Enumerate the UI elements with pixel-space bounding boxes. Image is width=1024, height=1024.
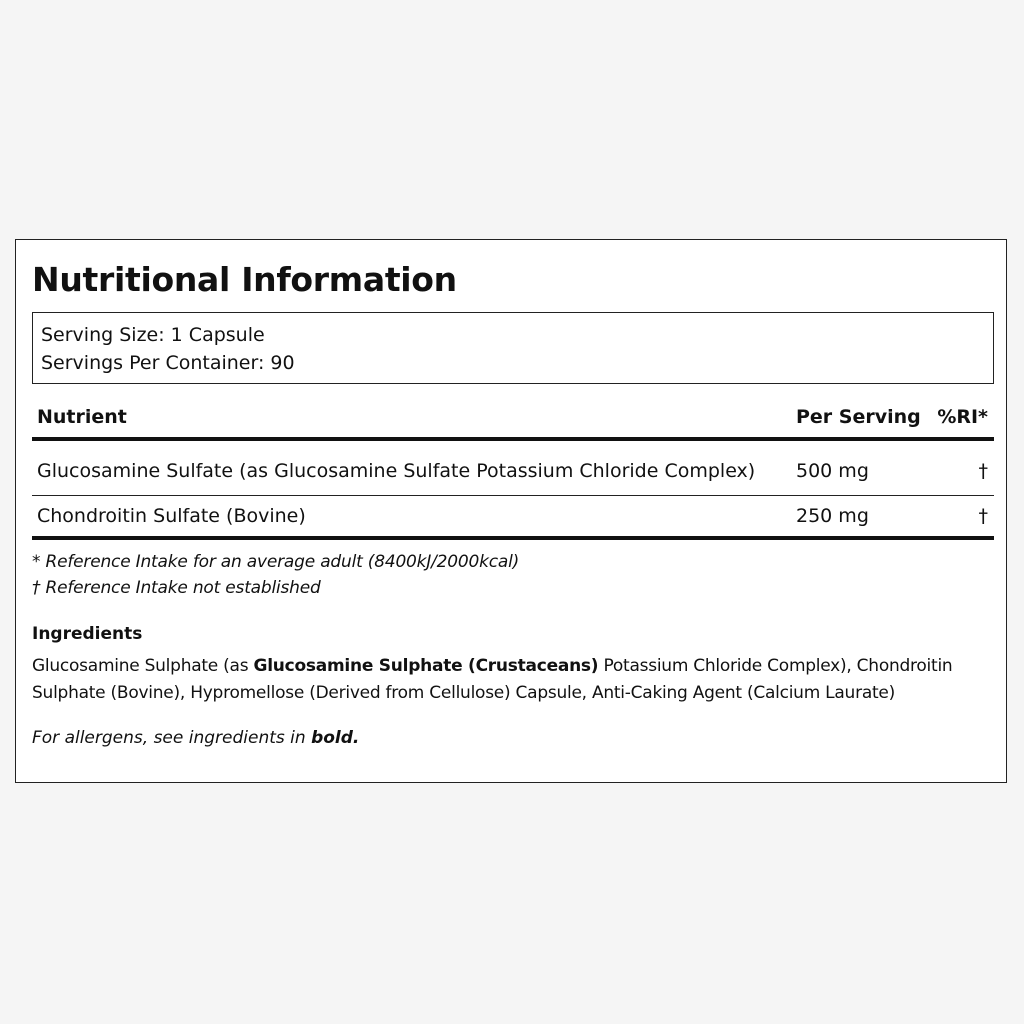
column-header-nutrient: Nutrient — [32, 396, 796, 439]
table-header-row — [32, 396, 994, 439]
nutrient-table — [32, 396, 994, 540]
nutrient-ri: † — [920, 496, 994, 539]
nutrient-name: Chondroitin Sulfate (Bovine) — [32, 496, 796, 539]
footnote-reference-intake: * Reference Intake for an average adult (8400kJ/2000kcal) — [32, 552, 520, 572]
ingredients-text-start: Glucosamine Sulphate (as — [32, 656, 254, 676]
nutrition-panel — [15, 239, 1007, 783]
ingredients-heading: Ingredients — [32, 624, 143, 644]
nutrient-ri: † — [920, 439, 994, 496]
panel-title: Nutritional Information — [32, 260, 457, 299]
allergen-ingredient: Glucosamine Sulphate (Crustaceans) — [253, 656, 599, 676]
nutrient-amount: 500 mg — [796, 439, 920, 496]
ingredients-text-rest: Potassium Chloride Complex), Chondroitin Sulphate (Bovine), Hypromellose (Derived from Cellulose) Capsule, Anti-Caking Agent (Calcium Laurate) — [32, 656, 953, 703]
footnote-not-established: † Reference Intake not established — [32, 578, 321, 598]
nutrient-amount: 250 mg — [796, 496, 920, 539]
table-row — [32, 439, 994, 496]
ingredients-text — [32, 653, 998, 707]
table-row — [32, 496, 994, 539]
column-header-per-serving: Per Serving — [796, 396, 920, 439]
nutrient-name: Glucosamine Sulfate (as Glucosamine Sulfate Potassium Chloride Complex) — [32, 439, 796, 496]
allergen-note-bold: bold. — [311, 728, 360, 748]
serving-size: Serving Size: 1 Capsule — [41, 324, 265, 346]
serving-info-box — [32, 312, 994, 384]
servings-per-container: Servings Per Container: 90 — [41, 352, 295, 374]
allergen-note-text: For allergens, see ingredients in — [32, 728, 312, 748]
allergen-note — [32, 724, 359, 752]
footnotes — [32, 549, 519, 601]
column-header-ri: %RI* — [920, 396, 994, 439]
